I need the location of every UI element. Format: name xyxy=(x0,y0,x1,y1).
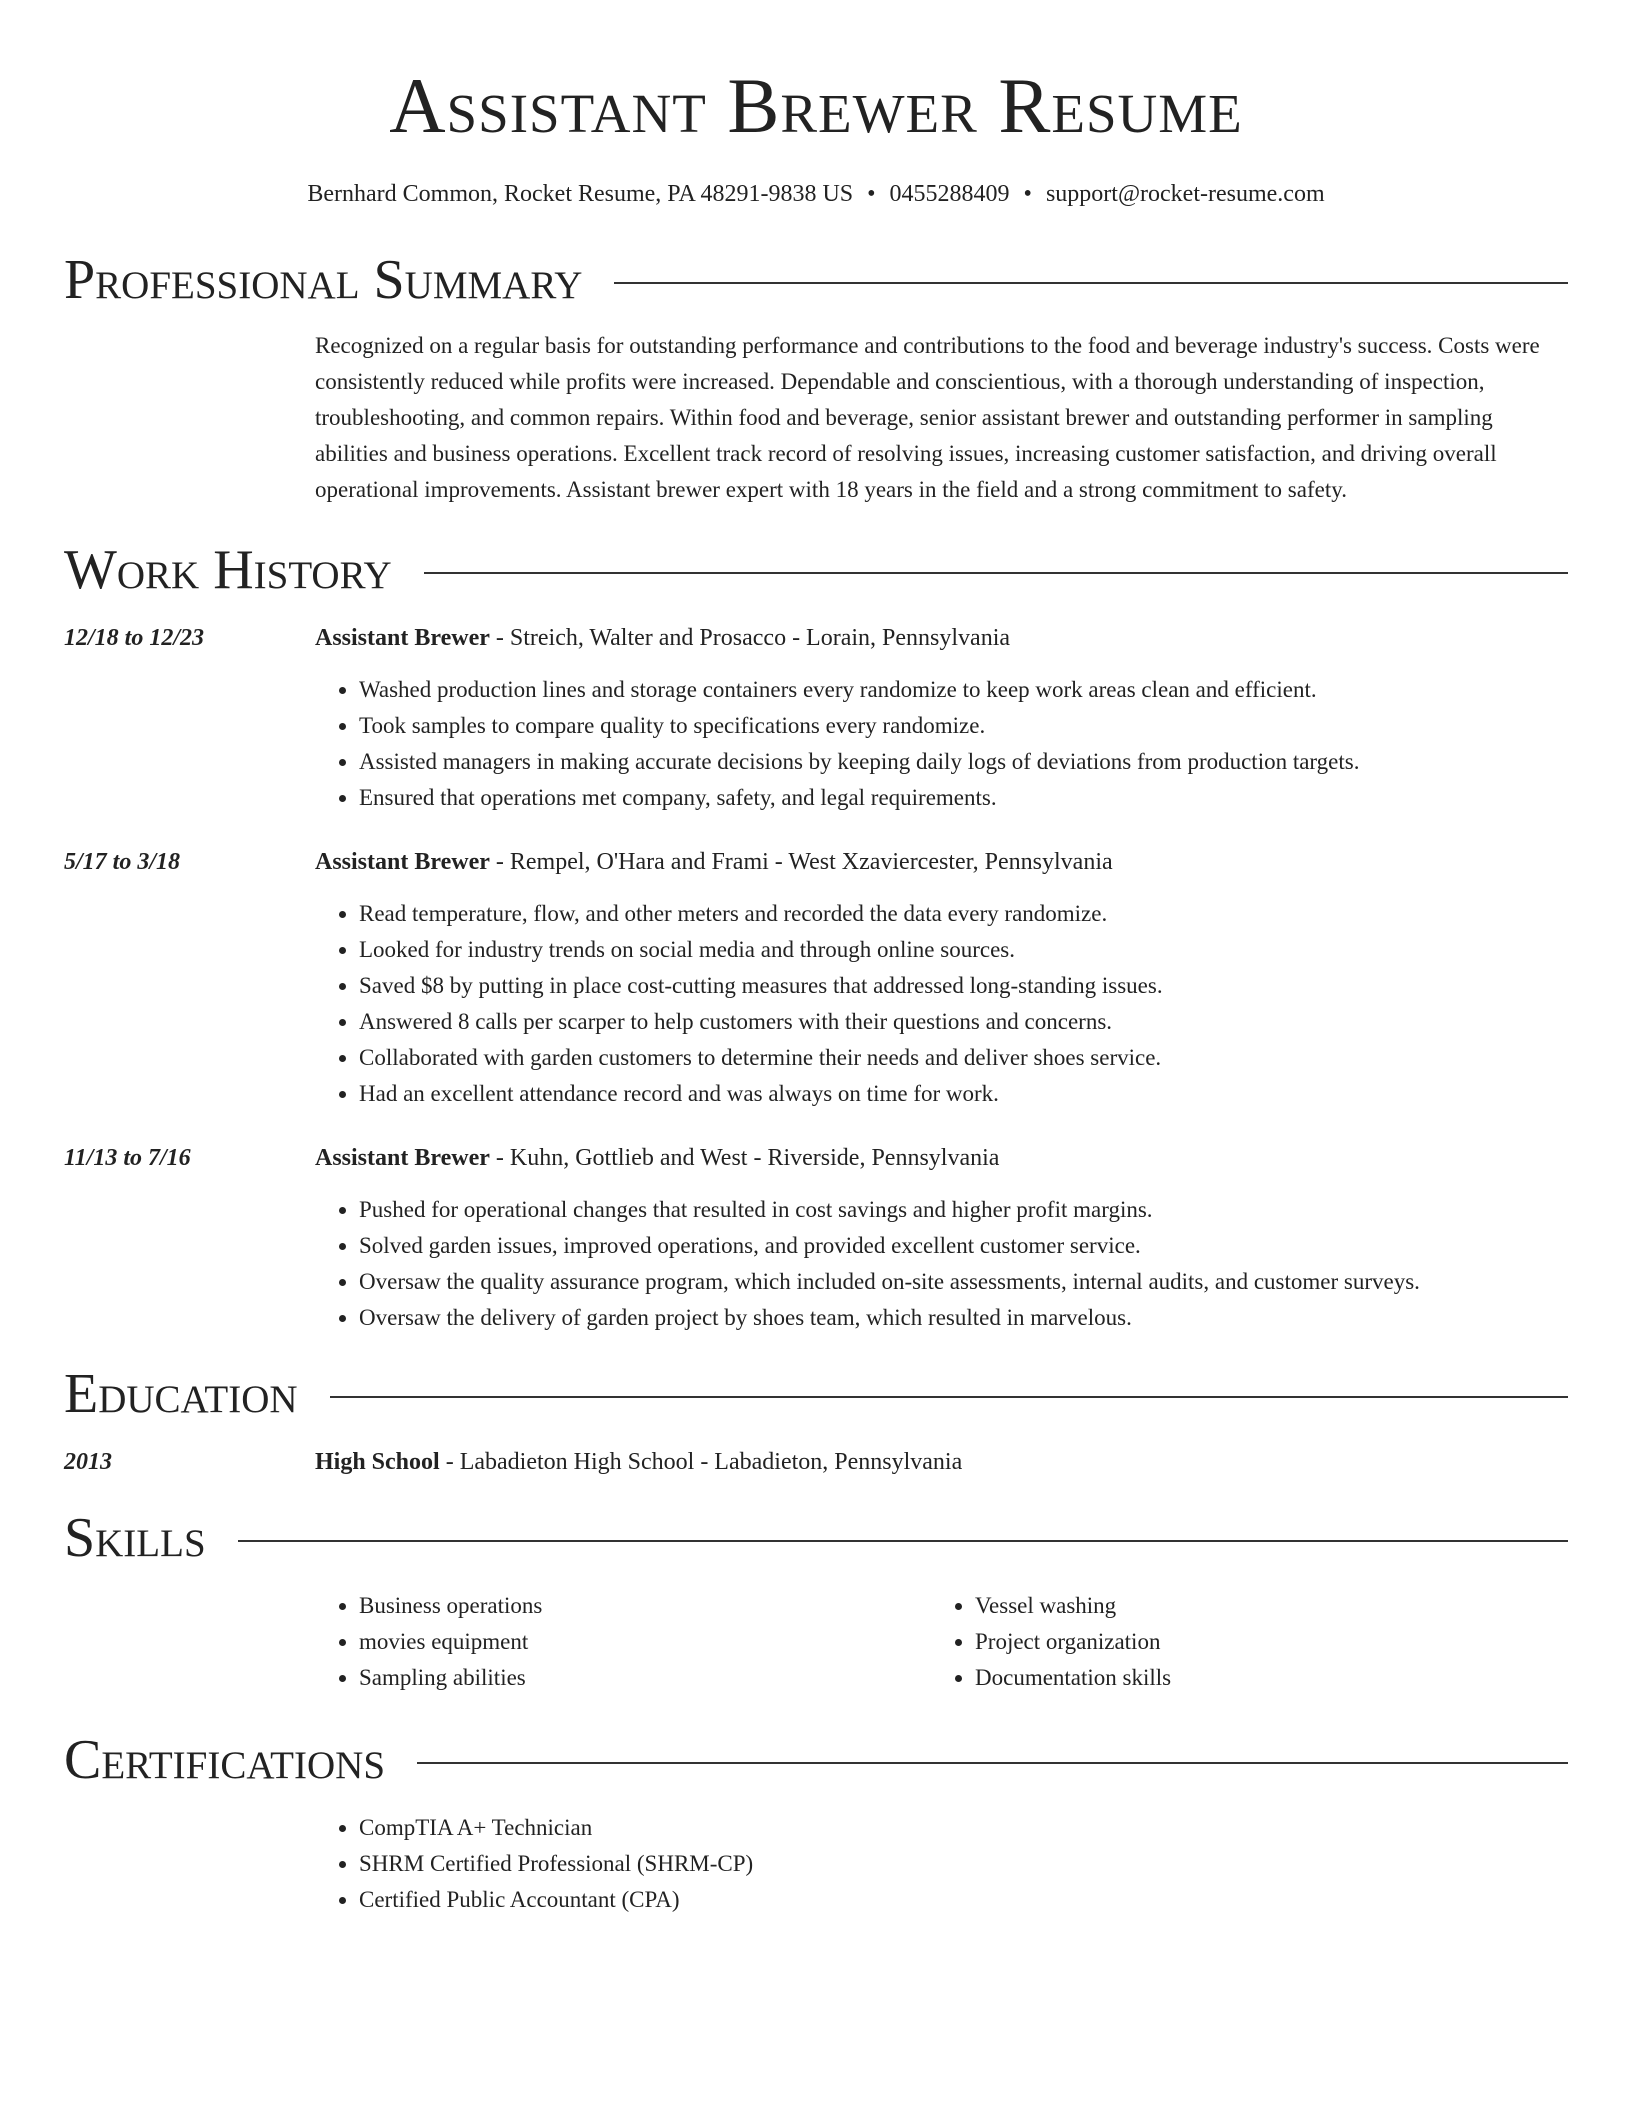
certifications-left-spacer xyxy=(64,1796,315,1918)
section-divider xyxy=(614,282,1568,284)
certification-item: • SHRM Certified Professional (SHRM-CP) xyxy=(359,1846,1568,1882)
skill-item: • Project organization xyxy=(975,1624,1547,1660)
job-bullet: • Took samples to compare quality to specifications every randomize. xyxy=(359,708,1568,744)
job-role: Assistant Brewer xyxy=(315,1145,490,1171)
job-bullet: • Oversaw the delivery of garden project by shoes team, which resulted in marvelous. xyxy=(359,1300,1568,1336)
section-divider xyxy=(238,1540,1568,1542)
job-entry xyxy=(64,620,1568,816)
job-details: - Rempel, O'Hara and Frami - West Xzaviercester, Pennsylvania xyxy=(489,849,1113,875)
job-details: - Streich, Walter and Prosacco - Lorain, Pennsylvania xyxy=(489,625,1011,651)
education-heading: Education xyxy=(64,1363,298,1425)
job-bullet: • Pushed for operational changes that resulted in cost savings and higher profit margins. xyxy=(359,1192,1568,1228)
skills-column-left xyxy=(315,1588,931,1696)
job-role: Assistant Brewer xyxy=(315,625,490,651)
education-degree: High School xyxy=(315,1449,440,1475)
summary-row xyxy=(64,328,1568,508)
skills-grid xyxy=(315,1588,1547,1696)
job-dates: 12/18 to 12/23 xyxy=(64,625,205,651)
skills-row xyxy=(64,1574,1568,1696)
skill-item: • movies equipment xyxy=(359,1624,931,1660)
job-entry xyxy=(64,1140,1568,1336)
contact-line xyxy=(64,178,1568,210)
resume-title: Assistant Brewer Resume xyxy=(389,62,1243,149)
education-header xyxy=(315,1444,1568,1480)
certifications-list xyxy=(315,1810,1568,1918)
certifications-section-header xyxy=(64,1724,1568,1796)
job-bullets xyxy=(315,672,1568,816)
certifications-heading: Certifications xyxy=(64,1729,386,1791)
job-bullet: • Answered 8 calls per scarper to help customers with their questions and concerns. xyxy=(359,1004,1568,1040)
job-bullet: • Read temperature, flow, and other meters and recorded the data every randomize. xyxy=(359,896,1568,932)
contact-separator: • xyxy=(867,181,876,207)
skill-item: • Business operations xyxy=(359,1588,931,1624)
certifications-row xyxy=(64,1796,1568,1918)
job-bullet: • Assisted managers in making accurate decisions by keeping daily logs of deviations from production targets. xyxy=(359,744,1568,780)
summary-text: Recognized on a regular basis for outstanding performance and contributions to the food and beverage industry's success. Costs were consistently reduced while profits were increased. Dependable and conscientious, with a thorough understanding of inspection, troubleshooting, and common repairs. Within food and beverage, senior assistant brewer and outstanding performer in sampling abilities and business operations. Excellent track record of resolving issues, increasing customer satisfaction, and driving overall operational improvements. Assistant brewer expert with 18 years in the field and a strong commitment to safety. xyxy=(315,333,1540,502)
work-heading: Work History xyxy=(64,539,392,601)
job-bullet: • Looked for industry trends on social media and through online sources. xyxy=(359,932,1568,968)
job-dates: 5/17 to 3/18 xyxy=(64,849,181,875)
job-header xyxy=(315,620,1568,656)
job-details: - Kuhn, Gottlieb and West - Riverside, Pennsylvania xyxy=(489,1145,1000,1171)
skill-item: • Vessel washing xyxy=(975,1588,1547,1624)
skill-item: • Sampling abilities xyxy=(359,1660,931,1696)
education-details: - Labadieton High School - Labadieton, Pennsylvania xyxy=(439,1449,963,1475)
job-header xyxy=(315,1140,1568,1176)
certification-item: • CompTIA A+ Technician xyxy=(359,1810,1568,1846)
job-bullets xyxy=(315,1192,1568,1336)
education-year: 2013 xyxy=(64,1449,112,1475)
skill-item: • Documentation skills xyxy=(975,1660,1547,1696)
work-section-header xyxy=(64,534,1568,606)
job-bullet: • Ensured that operations met company, safety, and legal requirements. xyxy=(359,780,1568,816)
section-divider xyxy=(417,1762,1568,1764)
contact-address: Bernhard Common, Rocket Resume, PA 48291-9838 US xyxy=(307,181,854,207)
contact-separator: • xyxy=(1023,181,1032,207)
job-bullets xyxy=(315,896,1568,1112)
section-divider xyxy=(424,572,1568,574)
job-bullet: • Solved garden issues, improved operations, and provided excellent customer service. xyxy=(359,1228,1568,1264)
summary-left-spacer xyxy=(64,328,315,508)
skills-column-right xyxy=(931,1588,1547,1696)
job-bullet: • Saved $8 by putting in place cost-cutting measures that addressed long-standing issues. xyxy=(359,968,1568,1004)
skills-heading: Skills xyxy=(64,1507,206,1569)
job-bullet: • Oversaw the quality assurance program, which included on-site assessments, internal audits, and customer surveys. xyxy=(359,1264,1568,1300)
contact-email: support@rocket-resume.com xyxy=(1045,181,1325,207)
job-dates: 11/13 to 7/16 xyxy=(64,1145,191,1171)
skills-left-spacer xyxy=(64,1574,315,1696)
summary-heading: Professional Summary xyxy=(64,249,583,311)
certification-item: • Certified Public Accountant (CPA) xyxy=(359,1882,1568,1918)
skills-section-header xyxy=(64,1502,1568,1574)
job-bullet: • Washed production lines and storage containers every randomize to keep work areas clean and efficient. xyxy=(359,672,1568,708)
contact-phone: 0455288409 xyxy=(889,181,1010,207)
job-header xyxy=(315,844,1568,880)
job-bullet: • Collaborated with garden customers to determine their needs and deliver shoes service. xyxy=(359,1040,1568,1076)
job-bullet: • Had an excellent attendance record and was always on time for work. xyxy=(359,1076,1568,1112)
job-entry xyxy=(64,844,1568,1112)
section-divider xyxy=(330,1396,1568,1398)
summary-section-header xyxy=(64,244,1568,316)
job-role: Assistant Brewer xyxy=(315,849,490,875)
education-section-header xyxy=(64,1358,1568,1430)
education-entry xyxy=(64,1444,1568,1480)
